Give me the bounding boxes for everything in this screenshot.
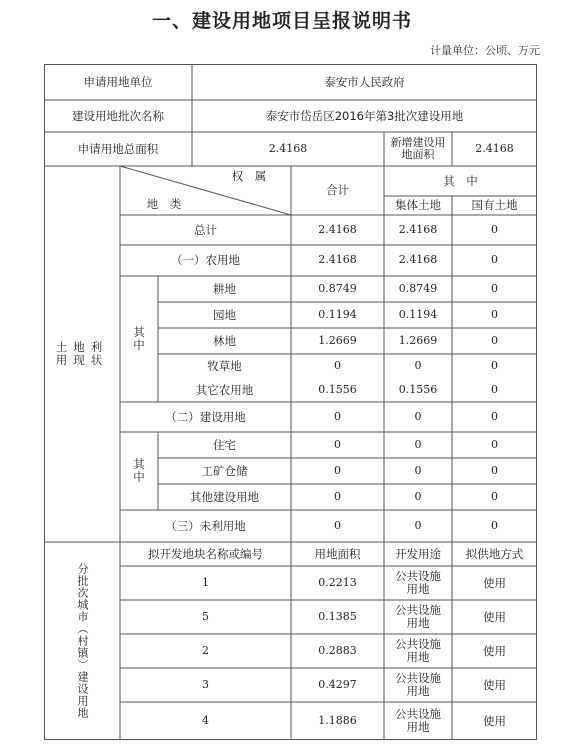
sub-label-agri: 其中 <box>133 325 145 352</box>
total-area-label: 申请用地总面积 <box>77 141 159 156</box>
parcel-area-2: 0.2883 <box>318 643 357 657</box>
applicant-value: 泰安市人民政府 <box>324 74 405 89</box>
document-title: 一、建设用地项目呈报说明书 <box>151 10 412 32</box>
row-state-10: 0 <box>491 489 498 503</box>
sub-label-build: 其中 <box>133 457 145 484</box>
parcel-use-3: 公共设施用地 <box>395 671 441 698</box>
col-total-header: 合计 <box>326 183 349 198</box>
row-collective-9: 0 <box>414 463 422 477</box>
applicant-label: 申请用地单位 <box>83 74 153 89</box>
row-collective-5: 0 <box>414 358 422 372</box>
row-state-0: 0 <box>491 222 498 236</box>
new-area-label: 新增建设用地面积 <box>390 135 446 161</box>
row-state-1: 0 <box>491 253 498 267</box>
row-collective-0: 2.4168 <box>398 222 438 236</box>
row-total-11: 0 <box>334 518 341 532</box>
row-total-0: 2.4168 <box>318 222 357 236</box>
row-name-7: （二）建设用地 <box>165 409 246 424</box>
row-name-11: （三）未利用地 <box>165 518 246 533</box>
parcel-area-4: 1.1886 <box>318 713 357 727</box>
parcel-supply-0: 使用 <box>483 575 506 590</box>
row-name-2: 耕地 <box>213 281 236 296</box>
col-parcel-use: 开发用途 <box>395 546 441 561</box>
row-collective-10: 0 <box>414 489 422 503</box>
row-collective-7: 0 <box>414 409 422 423</box>
row-name-5: 牧草地 <box>207 358 242 373</box>
diag-top-label: 权 属 <box>231 168 267 183</box>
row-collective-4: 1.2669 <box>398 333 438 347</box>
row-name-1: （一）农用地 <box>171 253 240 268</box>
row-name-0: 总计 <box>194 222 217 237</box>
row-state-8: 0 <box>491 437 498 451</box>
parcel-area-1: 0.1385 <box>318 609 357 623</box>
landuse-section-label: 土地利用现状 <box>55 340 109 367</box>
total-area-value: 2.4168 <box>268 141 308 155</box>
row-total-4: 1.2669 <box>318 333 357 347</box>
row-state-4: 0 <box>491 333 498 347</box>
row-total-2: 0.8749 <box>318 281 357 295</box>
parcel-id-0: 1 <box>202 575 209 589</box>
parcel-use-4: 公共设施用地 <box>395 707 441 734</box>
col-parcel-supply: 拟供地方式 <box>465 546 524 561</box>
col-parcel-area: 用地面积 <box>314 546 361 561</box>
parcel-area-3: 0.4297 <box>318 677 357 691</box>
col-parcel-name: 拟开发地块名称或编号 <box>148 546 263 561</box>
parcel-id-4: 4 <box>202 713 209 727</box>
parcel-supply-3: 使用 <box>483 677 506 692</box>
parcel-use-0: 公共设施用地 <box>395 569 441 596</box>
row-state-2: 0 <box>491 281 498 295</box>
row-name-8: 住宅 <box>213 437 236 452</box>
report-table <box>44 64 537 740</box>
row-state-6: 0 <box>491 382 498 396</box>
parcel-supply-2: 使用 <box>483 643 506 658</box>
parcels-section-label: 分批次城市（村镇）建设用地 <box>76 563 90 719</box>
row-state-3: 0 <box>491 307 498 321</box>
row-total-7: 0 <box>334 409 341 423</box>
col-collective-header: 集体土地 <box>395 198 441 213</box>
row-name-4: 林地 <box>213 333 236 348</box>
parcel-supply-4: 使用 <box>483 713 506 728</box>
row-total-10: 0 <box>334 489 341 503</box>
col-group-header: 其 中 <box>443 173 478 188</box>
row-name-3: 园地 <box>213 307 236 322</box>
col-state-header: 国有土地 <box>471 198 518 213</box>
row-collective-3: 0.1194 <box>398 307 438 321</box>
row-state-11: 0 <box>491 518 498 532</box>
row-collective-2: 0.8749 <box>398 281 438 295</box>
row-state-7: 0 <box>491 409 498 423</box>
row-total-9: 0 <box>334 463 341 477</box>
row-collective-11: 0 <box>414 518 422 532</box>
row-name-10: 其他建设用地 <box>190 489 259 504</box>
parcel-use-2: 公共设施用地 <box>395 637 441 664</box>
diag-bottom-label: 地 类 <box>146 196 182 211</box>
batch-label: 建设用地批次名称 <box>72 108 164 123</box>
parcel-id-3: 3 <box>202 677 209 691</box>
parcel-supply-1: 使用 <box>483 609 506 624</box>
parcel-area-0: 0.2213 <box>318 575 357 589</box>
row-state-5: 0 <box>491 358 498 372</box>
new-area-value: 2.4168 <box>475 141 514 155</box>
unit-note: 计量单位：公顷、万元 <box>430 44 540 57</box>
parcel-id-2: 2 <box>202 643 209 657</box>
batch-value: 泰安市岱岳区2016年第3批次建设用地 <box>265 108 464 123</box>
row-total-5: 0 <box>334 358 341 372</box>
row-collective-6: 0.1556 <box>398 382 438 396</box>
row-total-3: 0.1194 <box>318 307 357 321</box>
row-name-9: 工矿仓储 <box>201 463 248 478</box>
row-collective-1: 2.4168 <box>398 253 438 267</box>
row-total-6: 0.1556 <box>318 382 357 396</box>
parcel-use-1: 公共设施用地 <box>395 603 441 630</box>
row-state-9: 0 <box>491 463 498 477</box>
row-total-1: 2.4168 <box>318 253 357 267</box>
row-total-8: 0 <box>334 437 341 451</box>
row-collective-8: 0 <box>414 437 422 451</box>
row-name-6: 其它农用地 <box>195 382 254 397</box>
parcel-id-1: 5 <box>202 609 209 623</box>
